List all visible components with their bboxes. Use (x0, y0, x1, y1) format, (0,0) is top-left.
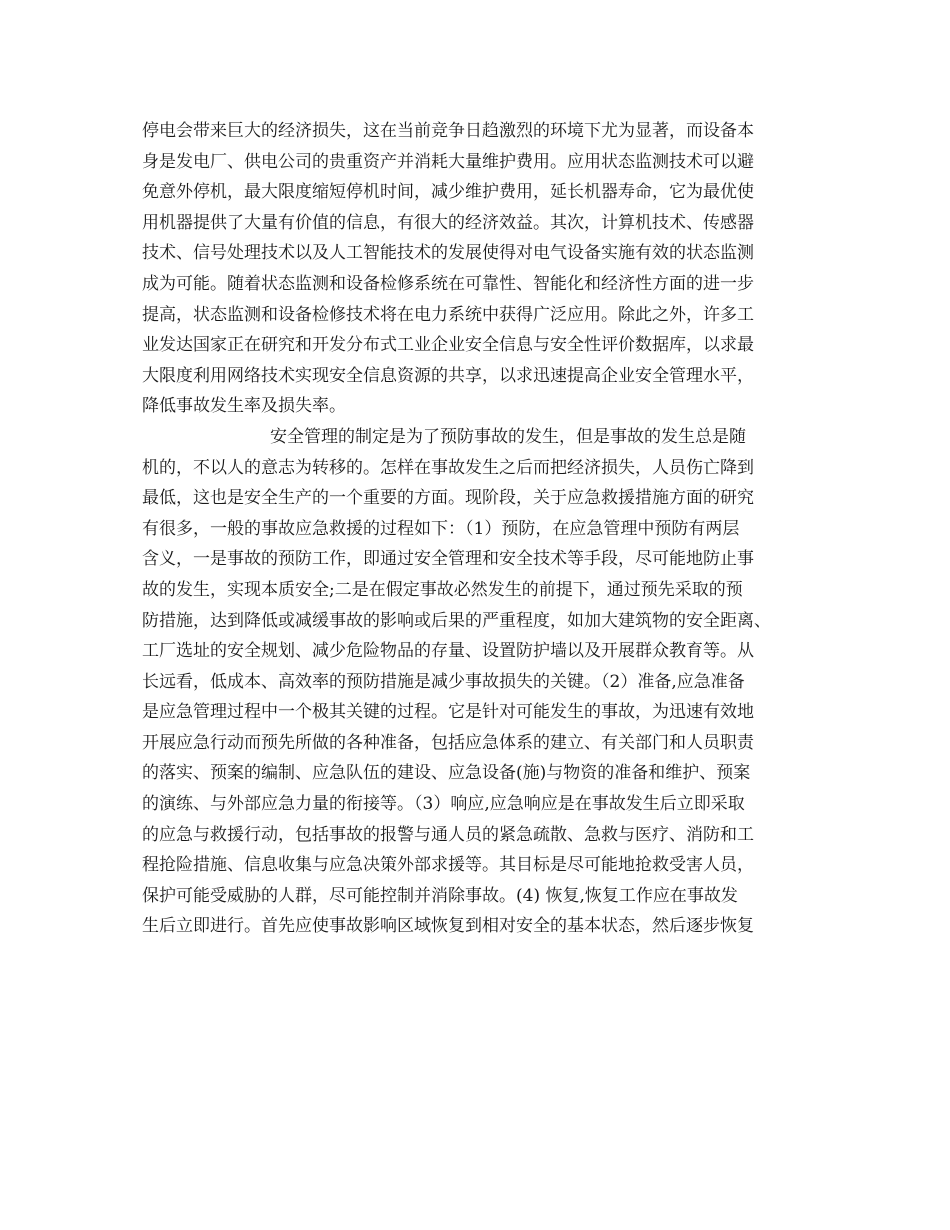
text-line: 成为可能。随着状态监测和设备检修系统在可靠性、智能化和经济性方面的进一步 (142, 273, 754, 294)
text-line: 生后立即进行。首先应使事故影响区域恢复到相对安全的基本状态，然后逐步恢复 (142, 916, 754, 937)
text-line: 机的，不以人的意志为转移的。怎样在事故发生之后而把经济损失，人员伤亡降到 (142, 457, 754, 478)
text-line-indented: 安全管理的制定是为了预防事故的发生，但是事故的发生总是随 (270, 426, 746, 447)
paragraph-emergency-rescue (142, 422, 832, 942)
text-line: 含义，一是事故的预防工作，即通过安全管理和安全技术等手段，尽可能地防止事 (142, 549, 754, 570)
text-line: 是应急管理过程中一个极其关键的过程。它是针对可能发生的事故，为迅速有效地 (142, 702, 754, 723)
paragraph-economic-monitoring (142, 116, 832, 422)
text-line: 保护可能受威胁的人群，尽可能控制并消除事故。(4) 恢复,恢复工作应在事故发 (142, 885, 738, 906)
text-line: 防措施，达到降低或减缓事故的影响或后果的严重程度，如加大建筑物的安全距离、 (142, 610, 771, 631)
body-text (142, 116, 832, 942)
text-line: 长远看，低成本、高效率的预防措施是减少事故损失的关键。（2）准备,应急准备 (142, 671, 745, 692)
text-line: 停电会带来巨大的经济损失，这在当前竞争日趋激烈的环境下尤为显著，而设备本 (142, 121, 754, 141)
text-line: 业发达国家正在研究和开发分布式工业企业安全信息与安全性评价数据库，以求最 (142, 335, 754, 356)
text-line: 提高，状态监测和设备检修技术将在电力系统中获得广泛应用。除此之外，许多工 (142, 304, 754, 325)
text-line: 故的发生，实现本质安全;二是在假定事故必然发生的前提下，通过预先采取的预 (142, 579, 743, 600)
text-line: 用机器提供了大量有价值的信息，有很大的经济效益。其次，计算机技术、传感器 (142, 212, 754, 233)
text-line: 的演练、与外部应急力量的衔接等。（3）响应,应急响应是在事故发生后立即采取 (142, 794, 745, 815)
text-line: 工厂选址的安全规划、减少危险物品的存量、设置防护墙以及开展群众教育等。从 (142, 641, 754, 662)
text-line: 有很多，一般的事故应急救援的过程如下：（1）预防，在应急管理中预防有两层 (142, 518, 740, 539)
text-line: 开展应急行动而预先所做的各种准备，包括应急体系的建立、有关部门和人员职责 (142, 732, 754, 753)
text-line: 技术、信号处理技术以及人工智能技术的发展使得对电气设备实施有效的状态监测 (142, 243, 754, 264)
text-line: 的落实、预案的编制、应急队伍的建设、应急设备(施)与物资的准备和维护、预案 (142, 763, 751, 784)
text-line: 降低事故发生率及损失率。 (142, 396, 346, 417)
text-line: 免意外停机，最大限度缩短停机时间，减少维护费用，延长机器寿命，它为最优使 (142, 182, 754, 203)
text-line: 大限度利用网络技术实现安全信息资源的共享，以求迅速提高企业安全管理水平， (142, 365, 754, 386)
text-line: 程抢险措施、信息收集与应急决策外部求援等。其目标是尽可能地抢救受害人员， (142, 855, 754, 876)
text-line: 的应急与救援行动，包括事故的报警与通人员的紧急疏散、急救与医疗、消防和工 (142, 824, 754, 845)
text-line: 最低，这也是安全生产的一个重要的方面。现阶段，关于应急救援措施方面的研究 (142, 488, 754, 509)
text-line: 身是发电厂、供电公司的贵重资产并消耗大量维护费用。应用状态监测技术可以避 (142, 151, 754, 172)
